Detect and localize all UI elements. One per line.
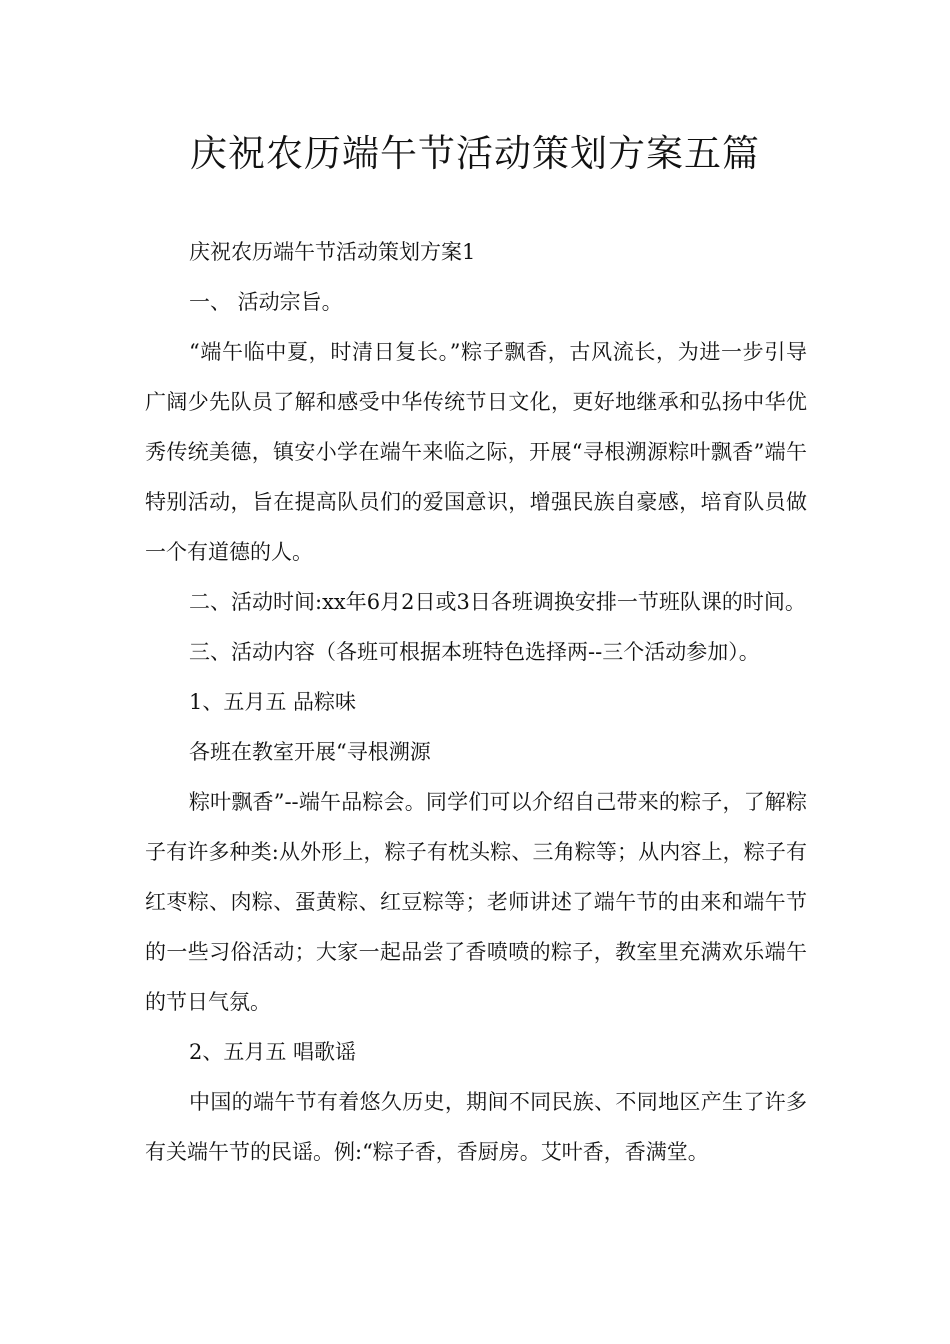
paragraph-time: 二、活动时间:xx年6月2日或3日各班调换安排一节班队课的时间。 (189, 590, 806, 614)
paragraph-purpose: “端午临中夏，时清日复长。”粽子飘香，古风流长，为进一步引导广阔少先队员了解和感受中华传统节日文化，更好地继承和弘扬中华优秀传统美德，镇安小学在端午来临之际，开展“寻根溯源粽叶飘香”端午特别活动，旨在提高队员们的爱国意识，增强民族自豪感，培育队员做一个有道德的人。 (145, 340, 807, 564)
subheading-purpose: 一、 活动宗旨。 (189, 290, 343, 314)
section-heading: 庆祝农历端午节活动策划方案1 (189, 240, 476, 264)
paragraph-content-heading: 三、活动内容（各班可根据本班特色选择两--三个活动参加）。 (189, 640, 760, 664)
document-title: 庆祝农历端午节活动策划方案五篇 (190, 132, 760, 175)
paragraph-item-2-body: 中国的端午节有着悠久历史，期间不同民族、不同地区产生了许多有关端午节的民谣。例:“粽子香，香厨房。艾叶香，香满堂。 (145, 1090, 807, 1164)
paragraph-item-1-intro: 各班在教室开展“寻根溯源 (189, 740, 431, 764)
item-heading-2: 2、五月五 唱歌谣 (189, 1040, 357, 1064)
item-heading-1: 1、五月五 品粽味 (189, 690, 357, 714)
document-body (145, 227, 807, 1177)
paragraph-item-1-body: 粽叶飘香”--端午品粽会。同学们可以介绍自己带来的粽子，了解粽子有许多种类:从外形上，粽子有枕头粽、三角粽等；从内容上，粽子有红枣粽、肉粽、蛋黄粽、红豆粽等；老师讲述了端午节的由来和端午节的一些习俗活动；大家一起品尝了香喷喷的粽子，教室里充满欢乐端午的节日气氛。 (145, 790, 807, 1014)
